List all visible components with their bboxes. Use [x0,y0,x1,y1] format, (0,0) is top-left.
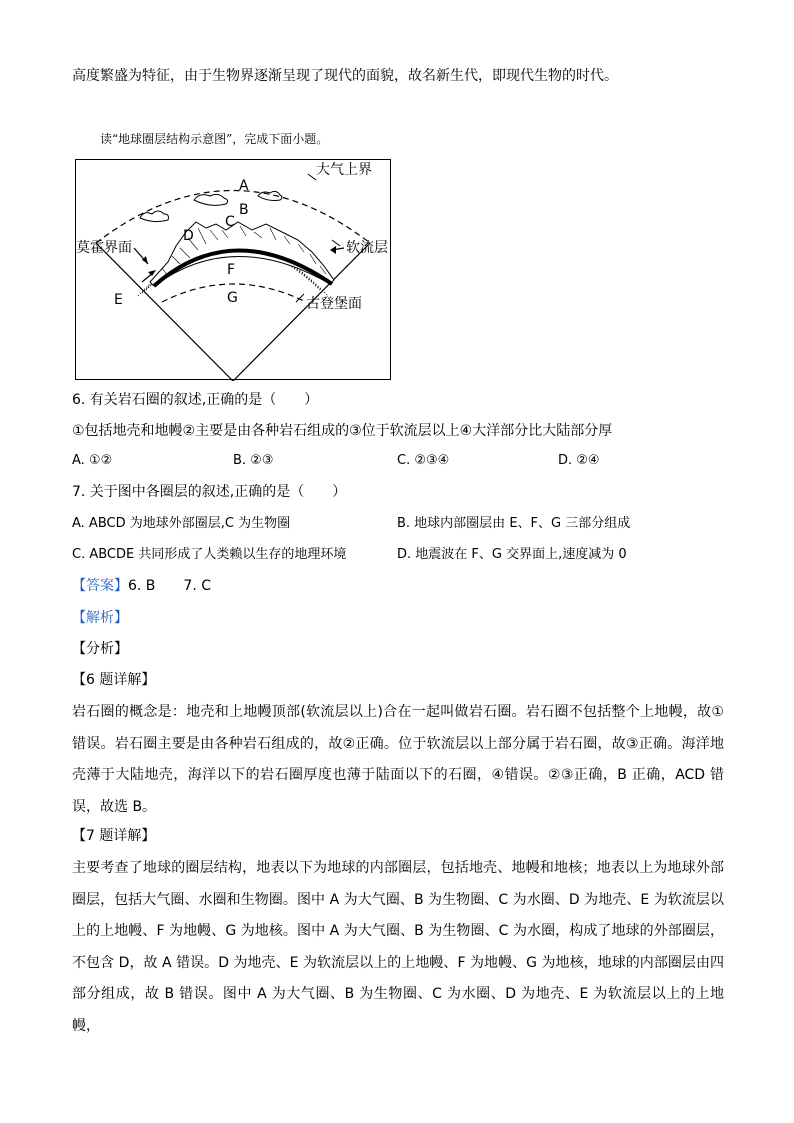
analysis-tag: 【解析】 [72,610,128,626]
label-moho: 莫霍界面 [76,240,132,256]
question-intro: 读“地球圈层结构示意图”，完成下面小题。 [100,132,329,146]
wedge-left-edge [96,243,236,381]
label-f: F [227,262,236,278]
q7-option-d: D. 地震波在 F、G 交界面上,速度减为 0 [397,547,627,562]
fenxi-tag: 【分析】 [72,641,128,657]
q6-option-b: B. ②③ [233,453,274,468]
label-d: D [183,228,194,244]
label-gutenberg: 古登堡面 [306,296,362,312]
cloud-left [140,211,169,222]
atmos-top-arrow [308,174,316,180]
q7-stem: 7. 关于图中各圈层的叙述,正确的是（ ） [72,484,347,500]
q7-option-c: C. ABCDE 共同形成了人类赖以生存的地理环境 [72,547,347,562]
q7-detail-text: 主要考查了地球的圈层结构，地表以下为地球的内部圈层，包括地壳、地幔和地核；地表以上为地球外部圈层，包括大气圈、水圈和生物圈。图中 A 为大气圈、B 为生物圈、C 为水圈、D 为地壳、E 为软流层以上的上地幔、F 为地幔、G 为地核。图中 A 为大气圈、B 为生物圈、C 为水圈，构成了地球的外部圈层，不包含 D，故 A 错误。D 为地壳、E 为软流层以上的上地幔、F 为地幔、G 为地核，地球的内部圈层由四部分组成，故 B 错误。图中 A 为大气圈、B 为生物圈、C 为水圈、D 为地壳、E 为软流层以上的上地幔， [72,860,724,1034]
continuation-line: 高度繁盛为特征，由于生物界逐渐呈现了现代的面貌，故名新生代，即现代生物的时代。 [72,68,618,84]
label-atmosphere-top: 大气上界 [316,162,372,178]
q6-option-d: D. ②④ [558,453,600,468]
label-e: E [114,292,123,308]
label-c: C [225,214,235,230]
q6-stem: 6. 有关岩石圈的叙述,正确的是（ ） [72,392,319,408]
crust-layer [150,222,334,286]
q7-option-a: A. ABCD 为地球外部圈层,C 为生物圈 [72,516,291,531]
q6-detail-tag: 【6 题详解】 [72,672,156,688]
q6-option-c: C. ②③④ [397,453,450,468]
label-a: A [239,178,249,194]
answer-line [72,576,211,596]
q7-option-b: B. 地球内部圈层由 E、F、G 三部分组成 [397,516,631,531]
label-asthenosphere: 软流层 [346,240,388,256]
q6-statements: ①包括地壳和地幔②主要是由各种岩石组成的③位于软流层以上④大洋部分比大陆部分厚 [72,423,613,439]
q6-option-a: A. ①② [72,453,113,468]
earth-layers-diagram [75,159,391,380]
label-b: B [239,202,249,218]
label-g: G [227,290,238,306]
answer-tag: 【答案】 [72,578,128,594]
cloud-middle [194,194,228,205]
answer-text: 6. B 7. C [128,578,211,594]
q6-detail-text: 岩石圈的概念是：地壳和上地幔顶部(软流层以上)合在一起叫做岩石圈。岩石圈不包括整个上地幔，故①错误。岩石圈主要是由各种岩石组成的，故②正确。位于软流层以上部分属于岩石圈，故③正确。海洋地壳薄于大陆地壳，海洋以下的岩石圈厚度也薄于陆面以下的石圈，④错误。②③正确，B 正确，ACD 错误，故选 B。 [72,704,724,815]
q7-detail-tag: 【7 题详解】 [72,828,156,844]
